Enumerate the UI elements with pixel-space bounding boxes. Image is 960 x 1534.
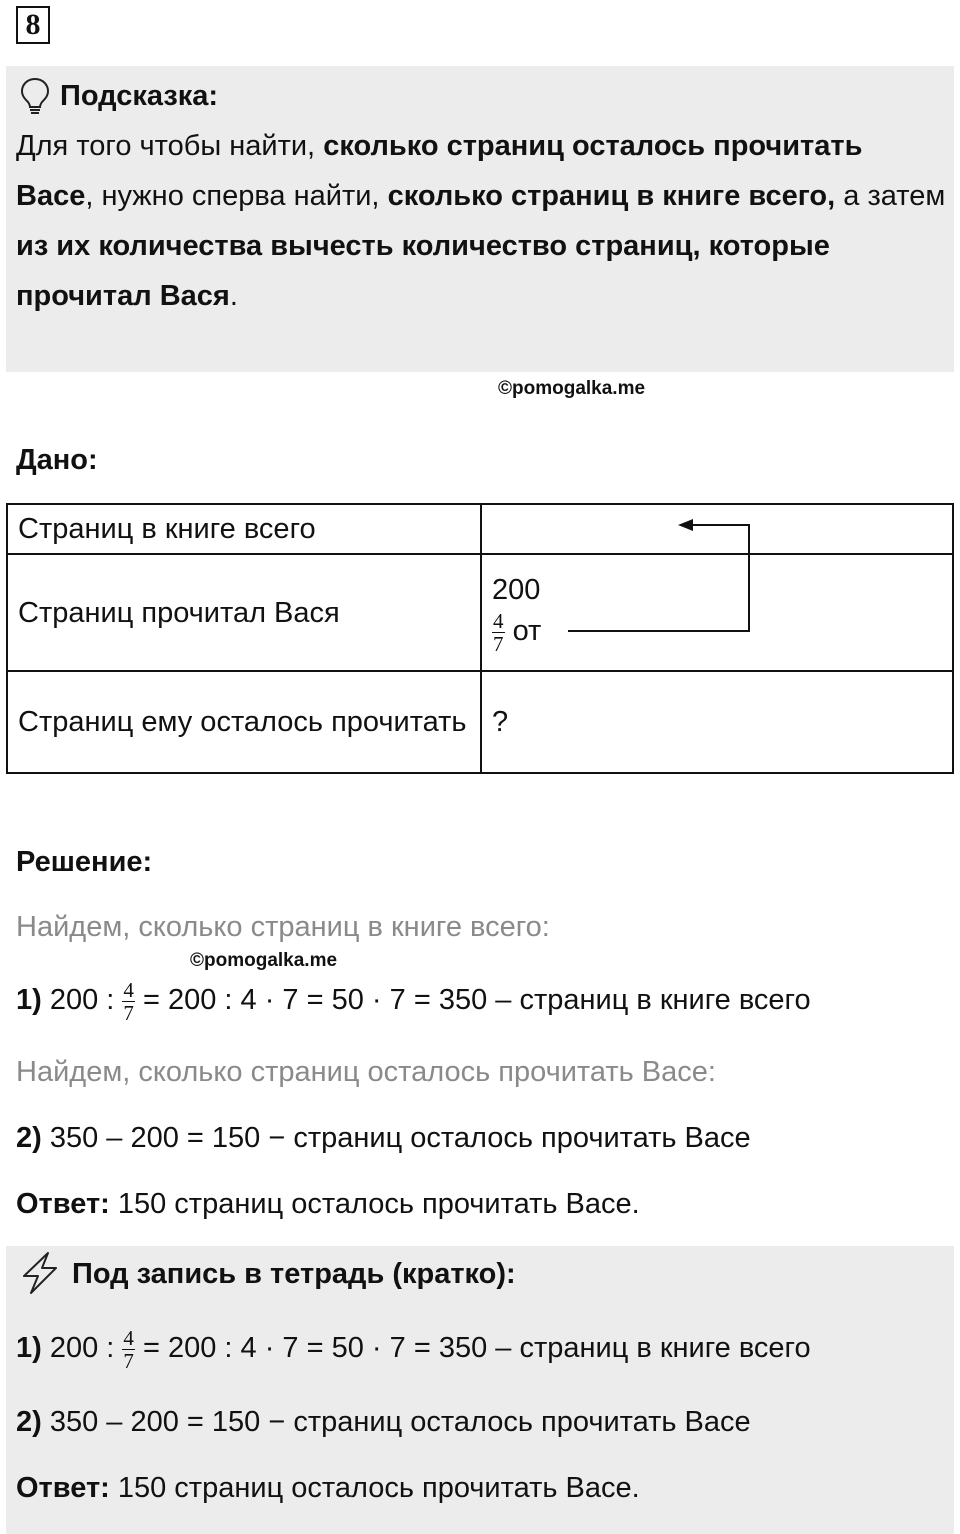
answer-line: Ответ: 150 страниц осталось прочитать Васе.: [16, 1188, 640, 1220]
watermark: ©pomogalka.me: [190, 950, 338, 971]
given-table: [6, 503, 954, 774]
step1-note: Найдем, сколько страниц в книге всего:: [16, 911, 550, 943]
step2-line: 2) 350 – 200 = 150 − страниц осталось прочитать Васе: [16, 1122, 751, 1154]
table-cell-label: Страниц прочитал Вася: [7, 554, 481, 671]
table-cell-label: Страниц ему осталось прочитать: [7, 671, 481, 773]
table-row: [7, 671, 953, 773]
notebook-title: Под запись в тетрадь (кратко):: [72, 1258, 516, 1290]
step2-note: Найдем, сколько страниц осталось прочитать Васе:: [16, 1056, 716, 1088]
step1-line: 1) 200 : $\frac{4}{7}$ = 200 : 4 · 7 = 50 · 7 = 350 – страниц в книге всего: [16, 977, 811, 1025]
solution-title: Решение:: [16, 846, 153, 878]
hint-text: Для того чтобы найти, сколько страниц осталось прочитать Васе, нужно сперва найти, сколько страниц в книге всего, а затем из их количества вычесть количество страниц, которые прочитал Вася.: [16, 130, 946, 312]
watermark: ©pomogalka.me: [498, 378, 646, 399]
fraction: $\frac{4}{7}$: [123, 977, 134, 1025]
given-title: Дано:: [16, 444, 98, 476]
notebook-step1: 1) 200 : $\frac{4}{7}$ = 200 : 4 · 7 = 50 · 7 = 350 – страниц в книге всего: [16, 1325, 811, 1373]
lightning-icon: [18, 1250, 62, 1296]
notebook-step2: 2) 350 – 200 = 150 − страниц осталось прочитать Васе: [16, 1406, 751, 1438]
arrow-icon: [560, 512, 760, 642]
read-pages-value: 200: [492, 574, 541, 607]
table-row: [7, 504, 953, 554]
notebook-answer: Ответ: 150 страниц осталось прочитать Васе.: [16, 1472, 640, 1504]
task-number: 8: [16, 6, 50, 44]
table-cell-value: ?: [481, 671, 953, 773]
lightbulb-icon: [18, 76, 52, 116]
table-row: [7, 554, 953, 671]
fraction: $\frac{4}{7}$: [493, 609, 504, 657]
fraction: $\frac{4}{7}$: [123, 1325, 134, 1373]
fraction-of: $\frac{4}{7}$ от: [493, 609, 542, 657]
table-cell-label: Страниц в книге всего: [7, 504, 481, 554]
hint-title: Подсказка:: [60, 80, 219, 112]
